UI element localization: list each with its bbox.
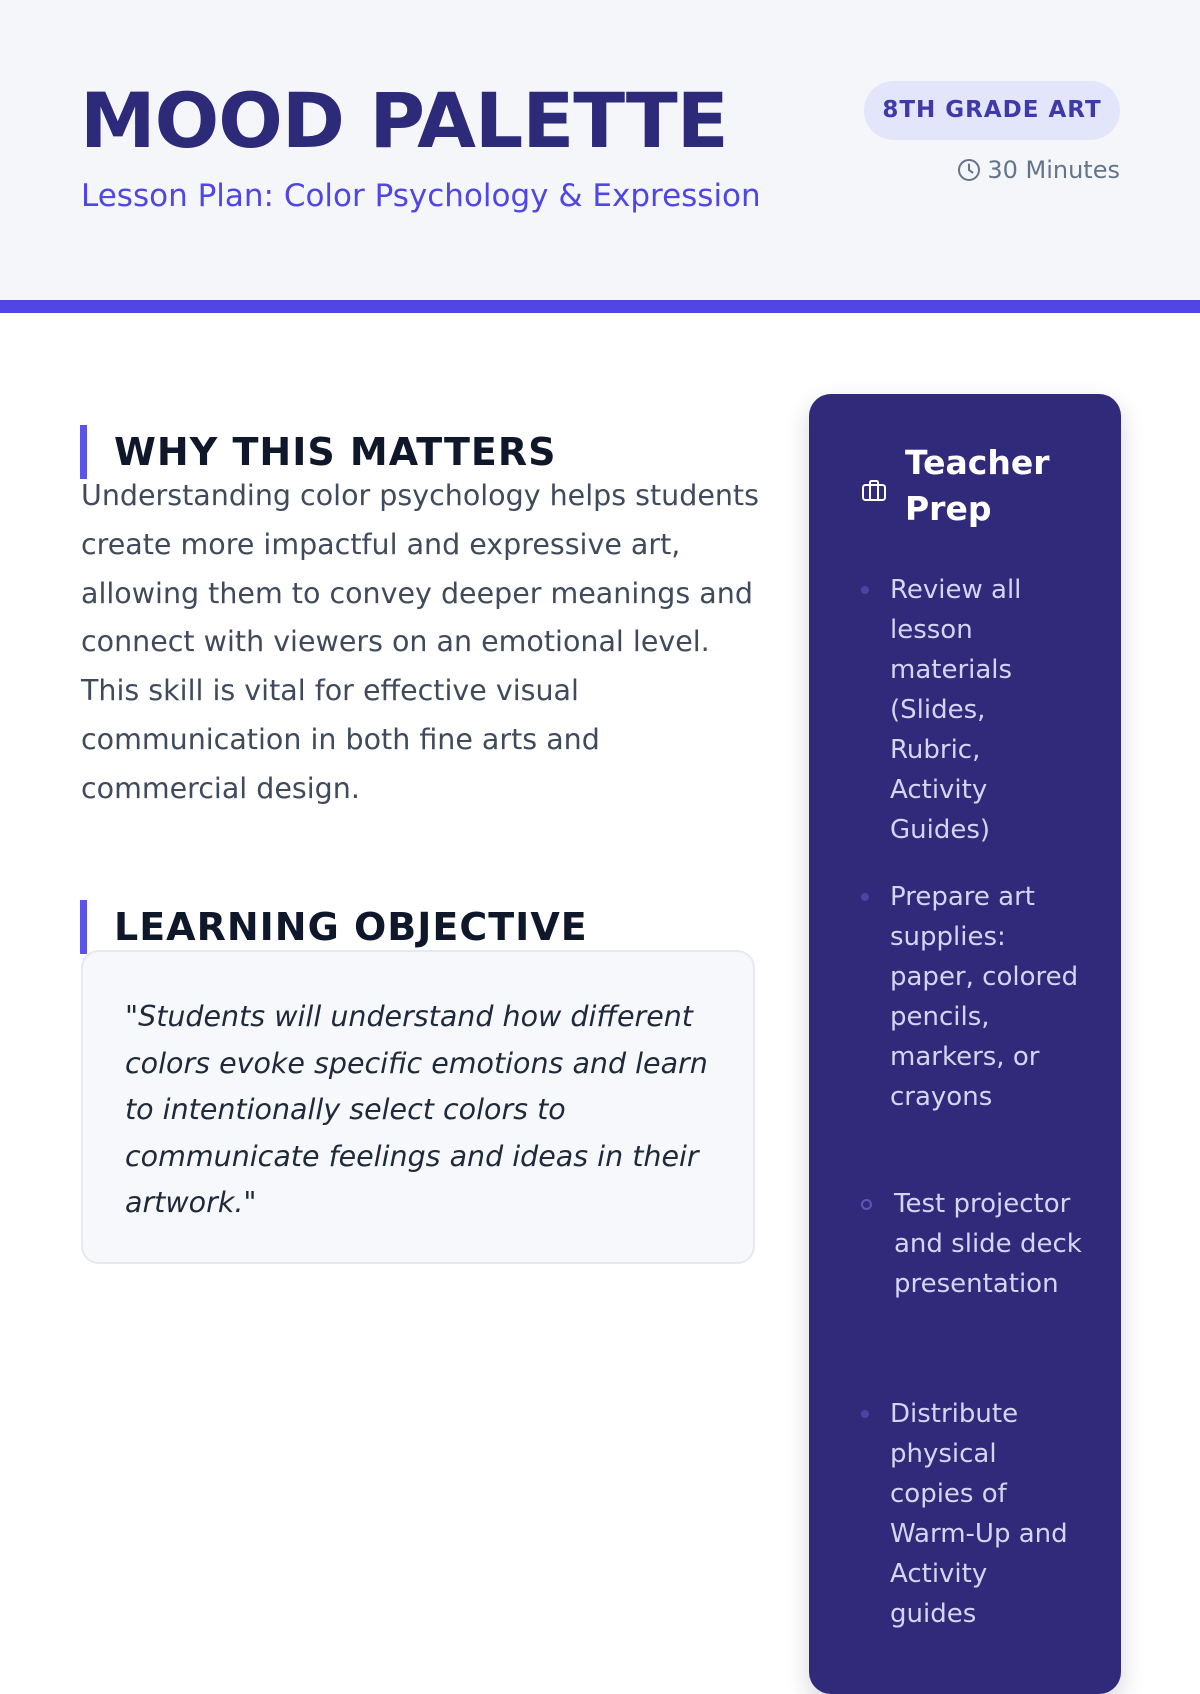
bullet-icon bbox=[861, 1410, 869, 1418]
objective-quote: "Students will understand how different colors evoke specific emotions and learn to intentionally select colors to communicate feelings and ideas in their artwork." bbox=[125, 1000, 708, 1220]
bullet-icon bbox=[861, 1199, 872, 1210]
briefcase-icon bbox=[861, 479, 887, 503]
bullet-icon bbox=[861, 586, 869, 594]
prep-item-text: Distribute physical copies of Warm-Up and Activity guides bbox=[890, 1399, 1068, 1629]
prep-item-text: Test projector and slide deck presentation bbox=[894, 1189, 1082, 1299]
clock-icon bbox=[957, 158, 981, 182]
prep-item-text: Review all lesson materials (Slides, Rubric, Activity Guides) bbox=[890, 575, 1022, 845]
objective-heading: LEARNING OBJECTIVE bbox=[80, 900, 588, 954]
teacher-prep-card bbox=[809, 394, 1121, 1694]
why-heading: WHY THIS MATTERS bbox=[80, 425, 557, 479]
objective-card bbox=[81, 950, 755, 1264]
why-body: Understanding color psychology helps students create more impactful and expressive art, allowing them to convey deeper meanings and connect with viewers on an emotional level. This skill is vital for effective visual communication in both fine arts and commercial design. bbox=[81, 479, 759, 805]
teacher-prep-title: Teacher Prep bbox=[905, 443, 1050, 528]
duration-text: 30 Minutes bbox=[987, 156, 1120, 184]
grade-badge: 8TH GRADE ART bbox=[864, 81, 1120, 140]
page-header bbox=[0, 0, 1200, 313]
page-subtitle: Lesson Plan: Color Psychology & Expression bbox=[81, 178, 761, 214]
prep-item-text: Prepare art supplies: paper, colored pencils, markers, or crayons bbox=[890, 882, 1079, 1112]
duration-label bbox=[957, 154, 1120, 186]
page-title: MOOD PALETTE bbox=[80, 76, 728, 165]
bullet-icon bbox=[861, 893, 869, 901]
